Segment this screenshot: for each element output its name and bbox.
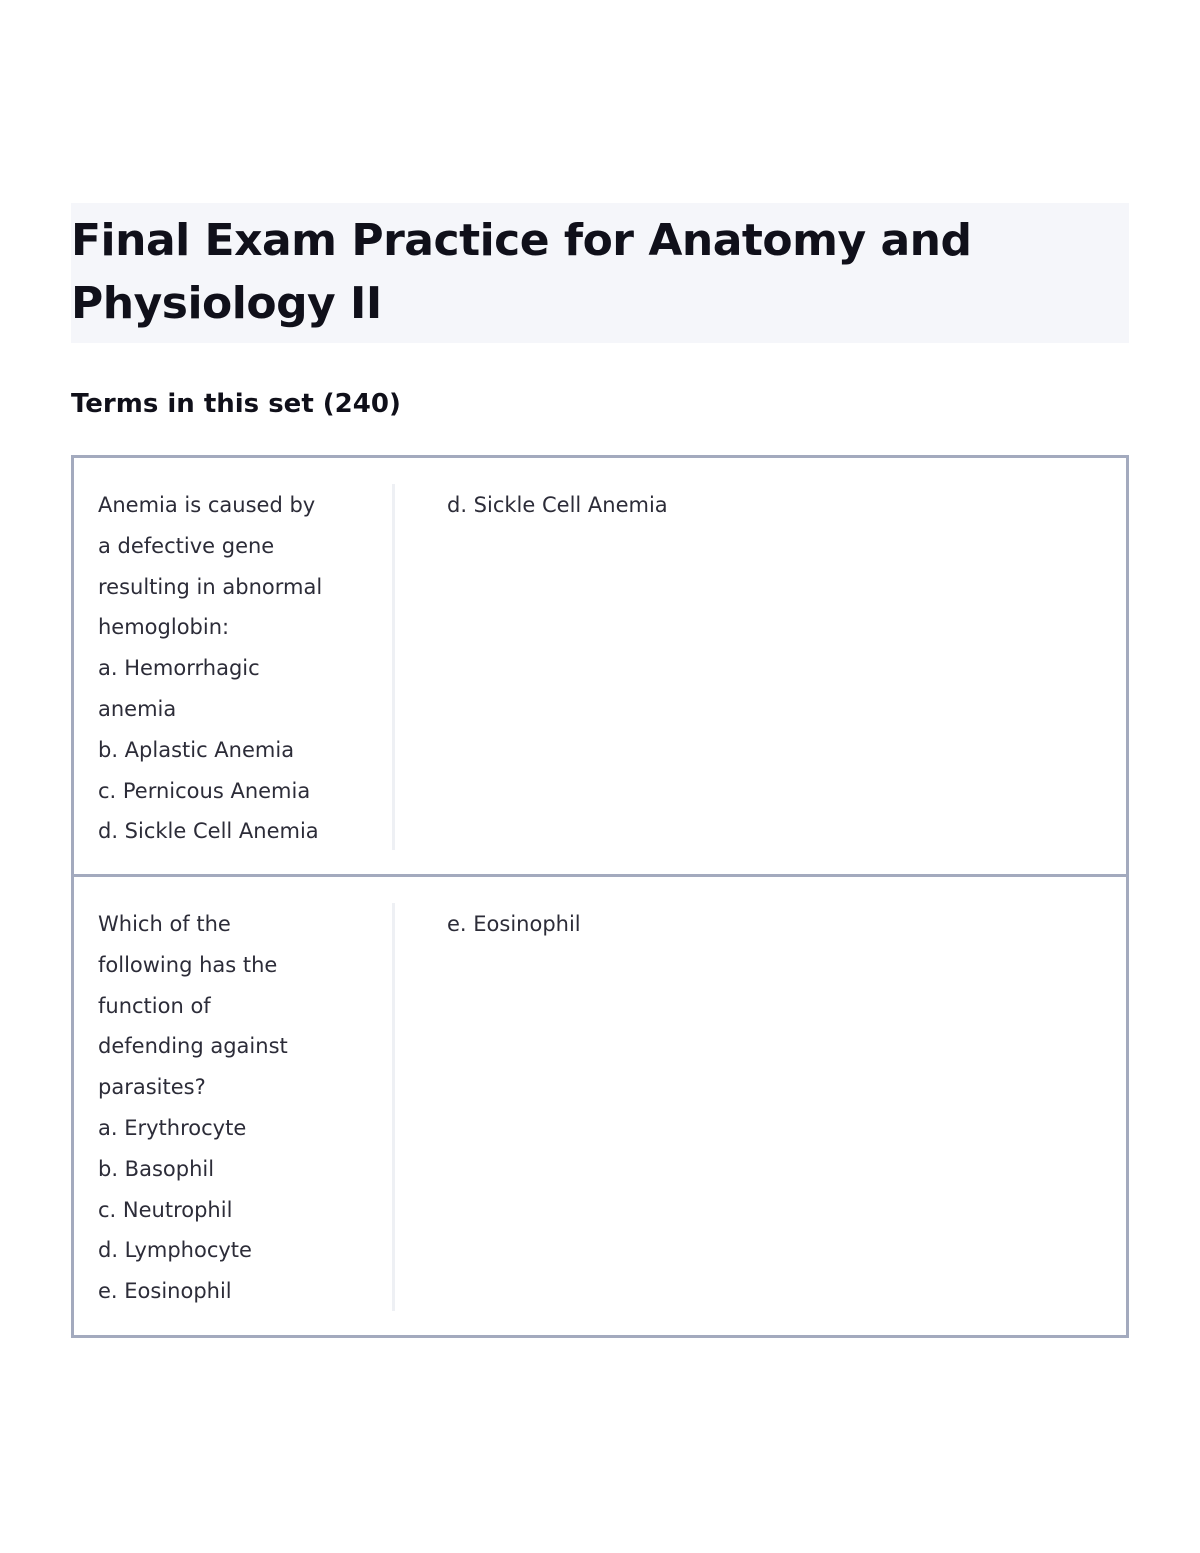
term-card bbox=[74, 458, 1126, 877]
terms-list bbox=[71, 455, 1129, 1338]
term-card bbox=[74, 877, 1126, 1335]
definition-text: d. Sickle Cell Anemia bbox=[447, 493, 668, 517]
card-divider bbox=[392, 484, 395, 850]
card-divider bbox=[392, 903, 395, 1311]
term-text: Anemia is caused by a defective gene resulting in abnormal hemoglobin: a. Hemorrhagic anemia b. Aplastic Anemia c. Pernicous Anemia d. Sickle Cell Anemia bbox=[98, 493, 323, 844]
title-band bbox=[71, 203, 1129, 343]
term-text: Which of the following has the function of defending against parasites? a. Erythrocyte b. Basophil c. Neutrophil d. Lymphocyte e. Eosinophil bbox=[98, 912, 288, 1304]
terms-count-heading: Terms in this set (240) bbox=[71, 389, 401, 419]
page-title: Final Exam Practice for Anatomy and Physiology II bbox=[71, 215, 972, 329]
definition-text: e. Eosinophil bbox=[447, 912, 581, 936]
